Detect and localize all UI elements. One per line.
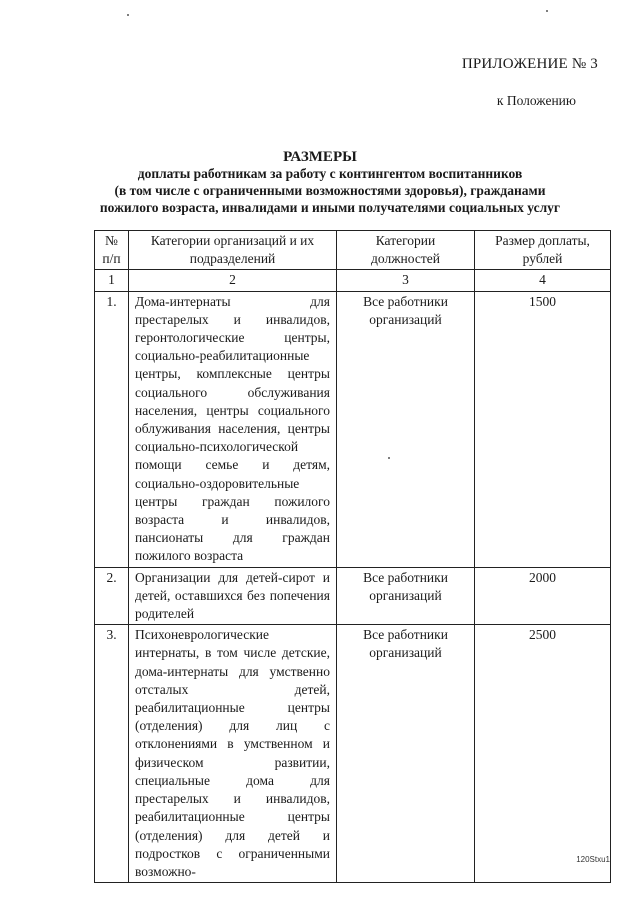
- row-organizations: Дома-интернаты для престарелых и инвалидов, геронтологические центры, социально-реабилитационные центры, комплексные центры социального обслуживания населения, центры социального облуживания населения, центры социально-психологической помощи семье и детям, социально-оздоровительные центры граждан пожилого возраста и инвалидов, пансионаты для граждан пожилого возраста: [129, 291, 337, 567]
- table-header-row: [95, 231, 611, 270]
- row-positions: Все работники организаций: [337, 567, 475, 625]
- header-category-position: Категории должностей: [337, 231, 475, 270]
- subtitle-line: (в том числе с ограниченными возможностями здоровья), гражданами: [114, 183, 546, 198]
- row-number: 1.: [95, 291, 129, 567]
- document-id: 120Stxu1: [576, 855, 610, 864]
- column-number-row: [95, 270, 611, 291]
- row-organizations: Организации для детей-сирот и детей, оставшихся без попечения родителей: [129, 567, 337, 625]
- row-positions: Все работники организаций: [337, 625, 475, 883]
- row-organizations: Психоневрологические интернаты, в том числе детские, дома-интернаты для умственно отсталых детей, реабилитационные центры (отделения) для лиц с отклонениями в умственном и физическом развитии, специальные дома для престарелых и инвалидов, реабилитационные центры (отделения) для детей и подростков с ограниченными возможно-: [129, 625, 337, 883]
- document-title: РАЗМЕРЫ: [283, 149, 357, 165]
- subtitle-line: доплаты работникам за работу с контингентом воспитанников: [137, 166, 523, 181]
- subtitle-line: пожилого возраста, инвалидами и иными получателями социальных услуг: [99, 200, 561, 215]
- column-number: 3: [337, 270, 475, 291]
- scan-speck: [127, 14, 129, 16]
- regulation-reference: к Положению: [496, 93, 576, 108]
- header-category-org: Категории организаций и их подразделений: [129, 231, 337, 270]
- row-positions: Все работники организаций: [337, 291, 475, 567]
- table-row: [95, 625, 611, 883]
- row-amount: 2000: [475, 567, 611, 625]
- header-num: № п/п: [95, 231, 129, 270]
- row-amount: 2500: [475, 625, 611, 883]
- table-row: [95, 567, 611, 625]
- column-number: 1: [95, 270, 129, 291]
- document-subtitle: [70, 165, 590, 216]
- header-amount: Размер доплаты, рублей: [475, 231, 611, 270]
- row-number: 2.: [95, 567, 129, 625]
- row-amount: 1500: [475, 291, 611, 567]
- table-row: [95, 291, 611, 567]
- column-number: 2: [129, 270, 337, 291]
- allowance-table: [94, 230, 611, 883]
- column-number: 4: [475, 270, 611, 291]
- scan-speck: [546, 10, 548, 12]
- row-number: 3.: [95, 625, 129, 883]
- appendix-label: ПРИЛОЖЕНИЕ № 3: [461, 56, 598, 72]
